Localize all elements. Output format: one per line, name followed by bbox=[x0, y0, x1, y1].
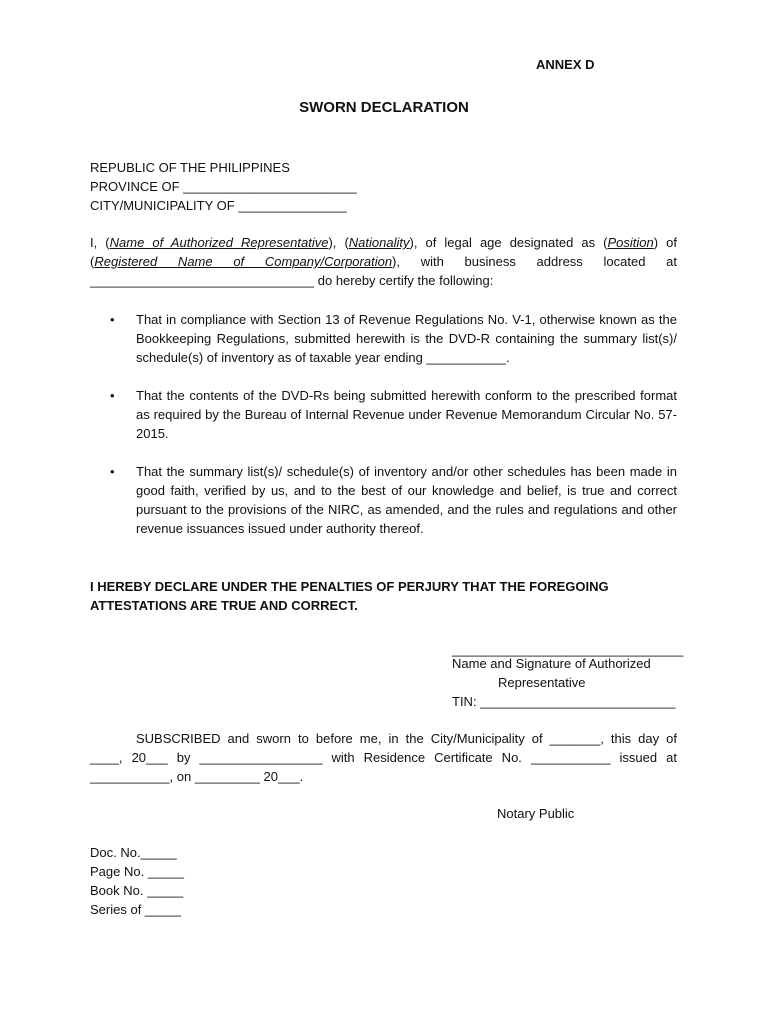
book-no: Book No. _____ bbox=[90, 883, 184, 898]
certification-list bbox=[90, 310, 677, 557]
name-of-representative: Name of Authorized Representative bbox=[109, 235, 329, 250]
intro-line-2: (Registered Name of Company/Corporation), with business address located at bbox=[90, 254, 677, 269]
subscribed-paragraph bbox=[90, 729, 677, 786]
intro-paragraph bbox=[90, 233, 677, 290]
list-item: • That the contents of the DVD-Rs being submitted herewith conform to the prescribed format as required by the Bureau of Internal Revenue under Revenue Memorandum Circular No. 57-2015. bbox=[110, 388, 677, 441]
bullet-icon: • bbox=[110, 388, 115, 403]
signature-block bbox=[452, 654, 692, 711]
document-title: SWORN DECLARATION bbox=[299, 99, 469, 116]
position: Position bbox=[607, 235, 654, 250]
registered-name: Registered Name of Company/Corporation bbox=[94, 254, 393, 269]
list-item: • That in compliance with Section 13 of Revenue Regulations No. V-1, otherwise known as the Bookkeeping Regulations, submitted herewith is the DVD-R containing the summary list(s)/ schedule(s) of inventory as of taxable year ending ___________. bbox=[110, 312, 677, 365]
subscribed-line-3: ___________, on _________ 20___. bbox=[90, 769, 304, 784]
republic-line: REPUBLIC OF THE PHILIPPINES bbox=[90, 160, 290, 175]
doc-no: Doc. No._____ bbox=[90, 845, 177, 860]
bullet-icon: • bbox=[110, 464, 115, 479]
list-item: • That the summary list(s)/ schedule(s) of inventory and/or other schedules has been made in good faith, verified by us, and to the best of our knowledge and belief, is true and correct pursuant to the provisions of the NIRC, as amended, and the rules and regulations and other revenue issuances issued under authority thereof. bbox=[110, 464, 677, 536]
nationality: Nationality bbox=[348, 235, 410, 250]
perjury-declaration: I HEREBY DECLARE UNDER THE PENALTIES OF PERJURY THAT THE FOREGOING ATTESTATIONS ARE TRUE AND CORRECT. bbox=[90, 579, 609, 613]
location-block bbox=[90, 158, 357, 215]
series-of: Series of _____ bbox=[90, 902, 182, 917]
subscribed-line-1: SUBSCRIBED and sworn to before me, in the City/Municipality of _______, this day of bbox=[136, 731, 677, 746]
intro-line-3: _______________________________ do hereby certify the following: bbox=[90, 273, 494, 288]
province-line: PROVINCE OF ________________________ bbox=[90, 179, 357, 194]
subscribed-line-2: ____, 20___ by _________________ with Residence Certificate No. ___________ issued at bbox=[90, 750, 677, 765]
intro-line-1: I, (Name of Authorized Representative), (Nationality), of legal age designated as (Position) of bbox=[90, 235, 677, 250]
signature-label: Name and Signature of Authorized bbox=[452, 656, 651, 671]
city-line: CITY/MUNICIPALITY OF _______________ bbox=[90, 198, 347, 213]
signature-label-2: Representative bbox=[498, 675, 586, 690]
bullet-icon: • bbox=[110, 312, 115, 327]
signature-line: ________________________________ bbox=[452, 642, 684, 657]
notarial-record bbox=[90, 843, 184, 919]
page-no: Page No. _____ bbox=[90, 864, 184, 879]
annex-label: ANNEX D bbox=[536, 57, 595, 72]
notary-public-label: Notary Public bbox=[497, 806, 575, 821]
tin-line: TIN: ___________________________ bbox=[452, 694, 676, 709]
